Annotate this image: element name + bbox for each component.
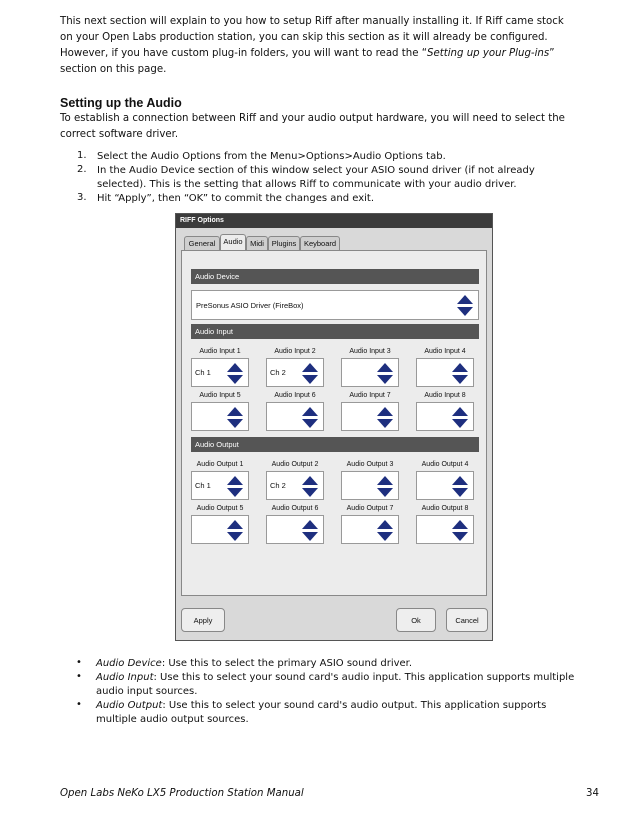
audio-output-stepper[interactable] <box>302 520 318 541</box>
down-arrow-icon[interactable] <box>377 532 393 541</box>
audio-input-label: Audio Input 6 <box>274 392 316 399</box>
audio-input-stepper[interactable] <box>377 363 393 384</box>
intro-line: on your Open Labs production station, you can skip this section as it will already be configured. <box>60 32 548 43</box>
intro-text: However, if you have custom plug-in folders, you will want to read the “ <box>60 48 427 59</box>
bullet-icon: • <box>76 699 82 710</box>
audio-output-label: Audio Output 1 <box>196 461 244 468</box>
up-arrow-icon[interactable] <box>377 476 393 485</box>
audio-output-label: Audio Output 6 <box>271 505 319 512</box>
audio-input-stepper[interactable] <box>452 363 468 384</box>
up-arrow-icon[interactable] <box>227 407 243 416</box>
dialog-title: RIFF Options <box>176 214 492 228</box>
audio-output-label: Audio Output 5 <box>196 505 244 512</box>
bullet-term: Audio Output <box>96 700 163 711</box>
step-text: selected). This is the setting that allows Riff to communicate with your audio driver. <box>97 179 517 190</box>
down-arrow-icon[interactable] <box>302 419 318 428</box>
audio-output-select[interactable] <box>416 515 474 544</box>
up-arrow-icon[interactable] <box>302 476 318 485</box>
step-text: Select the Audio Options from the Menu>Options>Audio Options tab. <box>97 151 446 162</box>
up-arrow-icon[interactable] <box>452 407 468 416</box>
riff-options-dialog <box>175 213 493 641</box>
up-arrow-icon[interactable] <box>377 407 393 416</box>
audio-input-select[interactable] <box>341 358 399 387</box>
down-arrow-icon[interactable] <box>302 532 318 541</box>
audio-output-select[interactable] <box>416 471 474 500</box>
intro-text: ” <box>549 48 555 59</box>
down-arrow-icon[interactable] <box>377 488 393 497</box>
audio-input-value: Ch 1 <box>195 368 211 377</box>
section-heading: Setting up the Audio <box>60 96 182 110</box>
tab-plugins[interactable]: Plugins <box>268 236 300 250</box>
audio-output-stepper[interactable] <box>302 476 318 497</box>
apply-button[interactable]: Apply <box>181 608 225 632</box>
audio-output-stepper[interactable] <box>452 520 468 541</box>
bullet-desc: : Use this to select your sound card's audio input. This application supports multiple <box>153 672 575 683</box>
up-arrow-icon[interactable] <box>452 363 468 372</box>
up-arrow-icon[interactable] <box>302 363 318 372</box>
down-arrow-icon[interactable] <box>452 532 468 541</box>
cancel-button[interactable]: Cancel <box>446 608 488 632</box>
audio-paragraph-line: To establish a connection between Riff and your audio output hardware, you will need to select the <box>60 113 565 124</box>
audio-output-stepper[interactable] <box>377 476 393 497</box>
down-arrow-icon[interactable] <box>302 375 318 384</box>
audio-input-stepper[interactable] <box>227 363 243 384</box>
bullet-term: Audio Input <box>96 672 154 683</box>
bullet-desc: : Use this to select the primary ASIO sound driver. <box>161 658 413 669</box>
down-arrow-icon[interactable] <box>452 488 468 497</box>
audio-output-select[interactable] <box>266 515 324 544</box>
audio-output-select[interactable] <box>266 471 324 500</box>
audio-input-header: Audio Input <box>191 324 479 339</box>
up-arrow-icon[interactable] <box>452 476 468 485</box>
bullet-text: multiple audio output sources. <box>96 714 249 725</box>
audio-output-label: Audio Output 8 <box>421 505 469 512</box>
tab-midi[interactable]: Midi <box>246 236 268 250</box>
step-number: 1. <box>77 150 87 161</box>
audio-input-stepper[interactable] <box>452 407 468 428</box>
audio-output-stepper[interactable] <box>452 476 468 497</box>
down-arrow-icon[interactable] <box>377 375 393 384</box>
up-arrow-icon[interactable] <box>302 407 318 416</box>
intro-line <box>60 46 608 62</box>
down-arrow-icon[interactable] <box>227 419 243 428</box>
audio-input-stepper[interactable] <box>377 407 393 428</box>
tab-general[interactable]: General <box>184 236 220 250</box>
audio-output-value: Ch 1 <box>195 481 211 490</box>
bullet-text <box>96 671 574 685</box>
audio-output-label: Audio Output 3 <box>346 461 394 468</box>
audio-output-stepper[interactable] <box>227 476 243 497</box>
audio-device-header: Audio Device <box>191 269 479 284</box>
audio-output-stepper[interactable] <box>377 520 393 541</box>
page-number: 34 <box>586 788 599 799</box>
audio-device-value: PreSonus ASIO Driver (FireBox) <box>196 301 304 310</box>
audio-output-stepper[interactable] <box>227 520 243 541</box>
step-text: In the Audio Device section of this window select your ASIO sound driver (if not already <box>97 165 535 176</box>
footer-title: Open Labs NeKo LX5 Production Station Manual <box>60 788 304 799</box>
bullet-term: Audio Device <box>96 658 162 669</box>
audio-input-select[interactable] <box>191 358 249 387</box>
up-arrow-icon[interactable] <box>457 295 473 304</box>
up-arrow-icon[interactable] <box>377 363 393 372</box>
audio-input-label: Audio Input 3 <box>349 348 391 355</box>
audio-output-value: Ch 2 <box>270 481 286 490</box>
bullet-desc: : Use this to select your sound card's audio output. This application supports <box>162 700 547 711</box>
audio-output-label: Audio Output 7 <box>346 505 394 512</box>
intro-line: section on this page. <box>60 64 167 75</box>
up-arrow-icon[interactable] <box>227 476 243 485</box>
audio-input-value: Ch 2 <box>270 368 286 377</box>
up-arrow-icon[interactable] <box>452 520 468 529</box>
bullet-text <box>96 699 546 713</box>
audio-output-label: Audio Output 2 <box>271 461 319 468</box>
audio-input-select[interactable] <box>416 358 474 387</box>
audio-input-select[interactable] <box>266 358 324 387</box>
intro-line: This next section will explain to you how to setup Riff after manually installing it. If Riff came stock <box>60 16 564 27</box>
bullet-icon: • <box>76 671 82 682</box>
down-arrow-icon[interactable] <box>302 488 318 497</box>
audio-output-select[interactable] <box>341 515 399 544</box>
step-number: 3. <box>77 192 87 203</box>
audio-input-label: Audio Input 7 <box>349 392 391 399</box>
audio-input-stepper[interactable] <box>302 407 318 428</box>
audio-output-header: Audio Output <box>191 437 479 452</box>
plugins-section-reference: Setting up your Plug-ins <box>427 48 550 59</box>
audio-output-select[interactable] <box>191 471 249 500</box>
bullet-text: audio input sources. <box>96 686 198 697</box>
intro-paragraph <box>60 14 608 78</box>
up-arrow-icon[interactable] <box>227 520 243 529</box>
bullet-icon: • <box>76 657 82 668</box>
up-arrow-icon[interactable] <box>302 520 318 529</box>
down-arrow-icon[interactable] <box>227 375 243 384</box>
audio-input-select[interactable] <box>341 402 399 431</box>
step-number: 2. <box>77 164 87 175</box>
audio-paragraph <box>60 111 608 143</box>
step-text: Hit “Apply”, then “OK” to commit the changes and exit. <box>97 193 375 204</box>
up-arrow-icon[interactable] <box>227 363 243 372</box>
audio-device-select[interactable] <box>191 290 479 320</box>
down-arrow-icon[interactable] <box>457 307 473 316</box>
down-arrow-icon[interactable] <box>227 532 243 541</box>
audio-output-label: Audio Output 4 <box>421 461 469 468</box>
audio-input-select[interactable] <box>416 402 474 431</box>
audio-input-stepper[interactable] <box>302 363 318 384</box>
audio-output-select[interactable] <box>341 471 399 500</box>
audio-input-label: Audio Input 2 <box>274 348 316 355</box>
down-arrow-icon[interactable] <box>227 488 243 497</box>
audio-paragraph-line: correct software driver. <box>60 129 179 140</box>
audio-input-label: Audio Input 5 <box>199 392 241 399</box>
audio-output-select[interactable] <box>191 515 249 544</box>
tab-keyboard[interactable]: Keyboard <box>300 236 340 250</box>
audio-input-label: Audio Input 8 <box>424 392 466 399</box>
tab-audio[interactable]: Audio <box>220 234 246 251</box>
audio-input-label: Audio Input 1 <box>199 348 241 355</box>
down-arrow-icon[interactable] <box>377 419 393 428</box>
up-arrow-icon[interactable] <box>377 520 393 529</box>
audio-input-stepper[interactable] <box>227 407 243 428</box>
audio-input-select[interactable] <box>266 402 324 431</box>
audio-input-select[interactable] <box>191 402 249 431</box>
audio-device-stepper[interactable] <box>457 295 473 316</box>
audio-input-label: Audio Input 4 <box>424 348 466 355</box>
ok-button[interactable]: Ok <box>396 608 436 632</box>
bullet-text <box>96 657 412 671</box>
down-arrow-icon[interactable] <box>452 419 468 428</box>
down-arrow-icon[interactable] <box>452 375 468 384</box>
